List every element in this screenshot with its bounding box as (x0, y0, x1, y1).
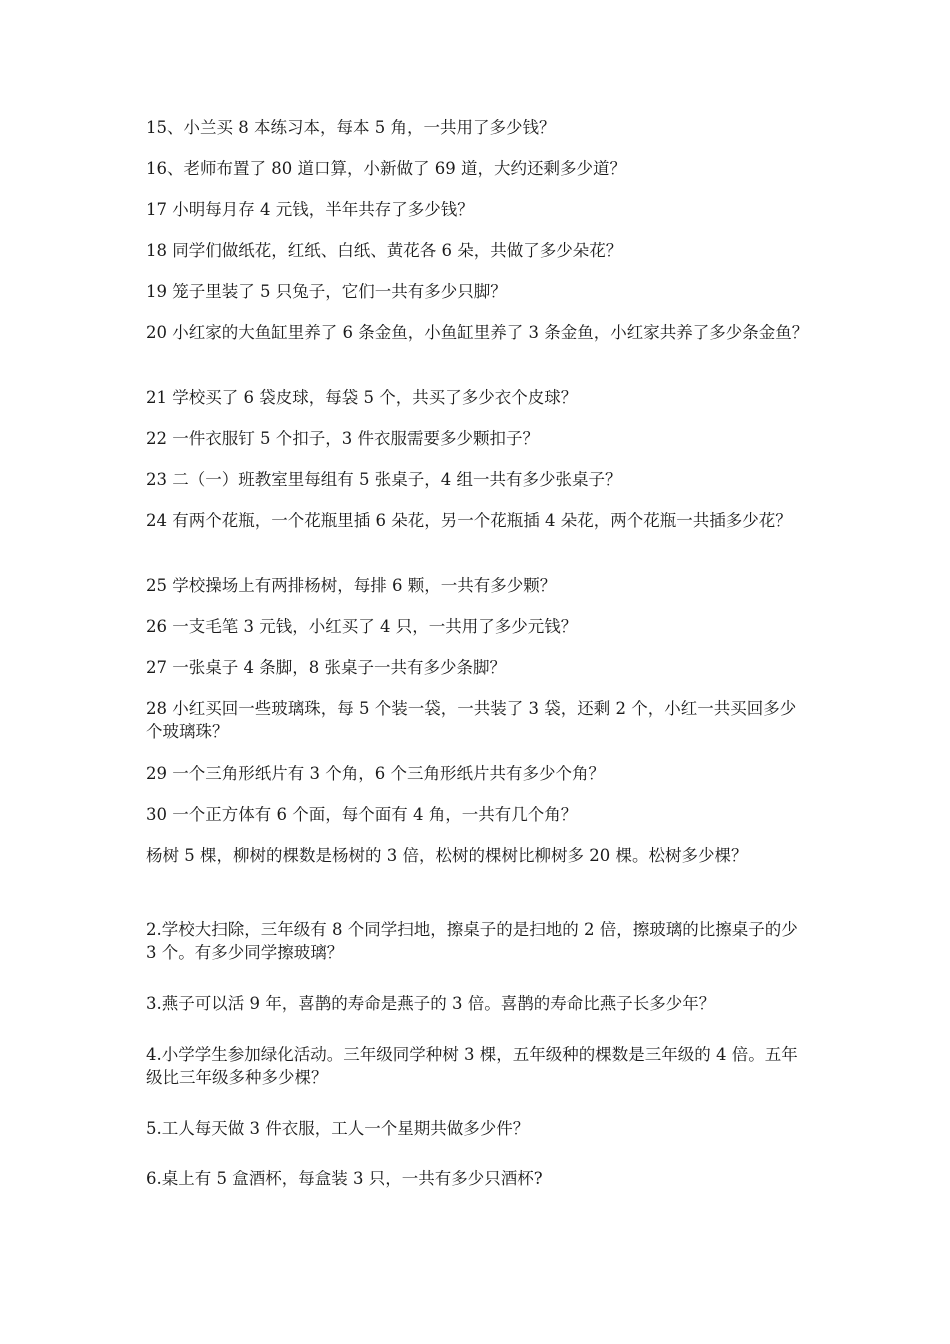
question-18: 18 同学们做纸花，红纸、白纸、黄花各 6 朵，共做了多少朵花？ (146, 241, 623, 260)
question-26: 26 一支毛笔 3 元钱，小红买了 4 只，一共用了多少元钱？ (146, 617, 578, 636)
question-15: 15、小兰买 8 本练习本，每本 5 角，一共用了多少钱？ (146, 118, 556, 137)
problem-3-swallow-magpie: 3.燕子可以活 9 年，喜鹊的寿命是燕子的 3 倍。喜鹊的寿命比燕子长多少年？ (146, 994, 716, 1013)
question-25: 25 学校操场上有两排杨树，每排 6 颗，一共有多少颗？ (146, 576, 557, 595)
problem-5-worker-clothes: 5.工人每天做 3 件衣服，工人一个星期共做多少件？ (146, 1119, 530, 1138)
question-22: 22 一件衣服钉 5 个扣子，3 件衣服需要多少颗扣子？ (146, 429, 539, 448)
problem-poplar-willow-pine: 杨树 5 棵，柳树的棵数是杨树的 3 倍，松树的棵树比柳树多 20 棵。松树多少棵？ (146, 846, 748, 865)
question-17: 17 小明每月存 4 元钱，半年共存了多少钱？ (146, 200, 474, 219)
problem-4-tree-planting: 4.小学学生参加绿化活动。三年级同学种树 3 棵，五年级种的棵数是三年级的 4 倍。五年级比三年级多种多少棵？ (146, 1045, 798, 1087)
question-20: 20 小红家的大鱼缸里养了 6 条金鱼，小鱼缸里养了 3 条金鱼，小红家共养了多少条金鱼？ (146, 323, 809, 342)
question-16: 16、老师布置了 80 道口算，小新做了 69 道，大约还剩多少道？ (146, 159, 626, 178)
problem-6-wine-cups: 6.桌上有 5 盒酒杯，每盒装 3 只，一共有多少只酒杯? (146, 1169, 543, 1188)
question-23: 23 二（一）班教室里每组有 5 张桌子，4 组一共有多少张桌子？ (146, 470, 622, 489)
question-24: 24 有两个花瓶，一个花瓶里插 6 朵花，另一个花瓶插 4 朵花，两个花瓶一共插多少花？ (146, 511, 792, 530)
question-29: 29 一个三角形纸片有 3 个角，6 个三角形纸片共有多少个角？ (146, 764, 605, 783)
question-27: 27 一张桌子 4 条脚，8 张桌子一共有多少条脚？ (146, 658, 506, 677)
problem-2-cleaning: 2.学校大扫除，三年级有 8 个同学扫地，擦桌子的是扫地的 2 倍，擦玻璃的比擦桌子的少 3 个。有多少同学擦玻璃？ (146, 920, 798, 962)
question-21: 21 学校买了 6 袋皮球，每袋 5 个，共买了多少衣个皮球？ (146, 388, 578, 407)
question-28: 28 小红买回一些玻璃珠，每 5 个装一袋，一共装了 3 袋，还剩 2 个，小红一共买回多少个玻璃珠？ (146, 699, 797, 741)
question-19: 19 笼子里装了 5 只兔子，它们一共有多少只脚？ (146, 282, 507, 301)
question-30: 30 一个正方体有 6 个面，每个面有 4 角，一共有几个角？ (146, 805, 578, 824)
